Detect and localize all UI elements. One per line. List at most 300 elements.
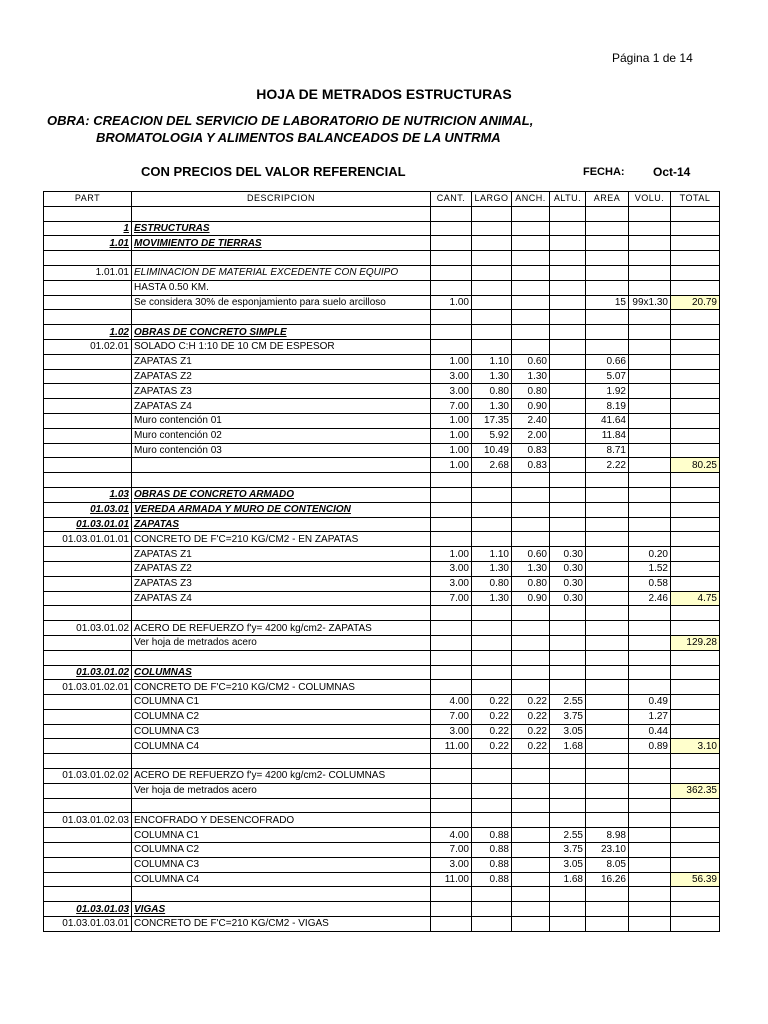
cell-altu — [550, 399, 586, 414]
cell-description — [132, 754, 431, 769]
cell-anch: 1.30 — [512, 561, 550, 576]
cell-altu — [550, 680, 586, 695]
cell-anch — [512, 872, 550, 887]
cell-cant — [431, 917, 472, 932]
cell-part — [44, 369, 132, 384]
cell-altu — [550, 236, 586, 251]
cell-cant — [431, 339, 472, 354]
section-heading-row — [44, 517, 720, 532]
cell-anch — [512, 798, 550, 813]
cell-area — [586, 221, 629, 236]
cell-cant — [431, 798, 472, 813]
cell-largo: 10.49 — [472, 443, 512, 458]
cell-volu: 0.89 — [629, 739, 671, 754]
cell-anch: 0.83 — [512, 443, 550, 458]
cell-description: ESTRUCTURAS — [132, 221, 431, 236]
cell-part — [44, 872, 132, 887]
cell-largo: 1.30 — [472, 369, 512, 384]
column-header: ANCH. — [512, 192, 550, 207]
cell-altu — [550, 280, 586, 295]
cell-volu — [629, 280, 671, 295]
cell-part — [44, 650, 132, 665]
cell-part — [44, 828, 132, 843]
table-row — [44, 280, 720, 295]
cell-largo — [472, 310, 512, 325]
cell-anch — [512, 843, 550, 858]
table-row — [44, 754, 720, 769]
cell-anch — [512, 265, 550, 280]
cell-total: 129.28 — [671, 635, 720, 650]
table-body — [44, 206, 720, 931]
cell-cant: 3.00 — [431, 576, 472, 591]
table-row — [44, 724, 720, 739]
cell-description: OBRAS DE CONCRETO SIMPLE — [132, 325, 431, 340]
cell-altu: 3.05 — [550, 724, 586, 739]
cell-cant — [431, 635, 472, 650]
cell-altu — [550, 325, 586, 340]
cell-area — [586, 576, 629, 591]
table-row — [44, 561, 720, 576]
cell-largo — [472, 280, 512, 295]
cell-part — [44, 606, 132, 621]
cell-anch — [512, 828, 550, 843]
cell-largo: 1.30 — [472, 399, 512, 414]
cell-part — [44, 458, 132, 473]
cell-altu — [550, 917, 586, 932]
cell-anch — [512, 902, 550, 917]
cell-description: OBRAS DE CONCRETO ARMADO — [132, 487, 431, 502]
document-title: HOJA DE METRADOS ESTRUCTURAS — [256, 86, 512, 102]
table-header-row — [44, 192, 720, 207]
cell-volu — [629, 606, 671, 621]
cell-volu — [629, 369, 671, 384]
cell-part — [44, 739, 132, 754]
cell-part — [44, 399, 132, 414]
cell-largo: 5.92 — [472, 428, 512, 443]
cell-volu — [629, 221, 671, 236]
table-row — [44, 384, 720, 399]
cell-total: 20.79 — [671, 295, 720, 310]
cell-largo — [472, 917, 512, 932]
cell-area: 11.84 — [586, 428, 629, 443]
cell-part — [44, 428, 132, 443]
cell-anch: 0.80 — [512, 576, 550, 591]
table-row — [44, 635, 720, 650]
table-row — [44, 843, 720, 858]
cell-volu — [629, 843, 671, 858]
table-row — [44, 251, 720, 266]
cell-anch: 0.90 — [512, 399, 550, 414]
cell-area — [586, 813, 629, 828]
table-row — [44, 857, 720, 872]
cell-volu — [629, 650, 671, 665]
cell-description: ZAPATAS Z3 — [132, 384, 431, 399]
cell-largo — [472, 769, 512, 784]
cell-cant — [431, 487, 472, 502]
section-heading-row — [44, 236, 720, 251]
cell-description — [132, 473, 431, 488]
cell-altu — [550, 813, 586, 828]
cell-cant: 7.00 — [431, 399, 472, 414]
column-header: TOTAL — [671, 192, 720, 207]
cell-anch: 0.80 — [512, 384, 550, 399]
table-row — [44, 769, 720, 784]
cell-anch: 0.60 — [512, 354, 550, 369]
cell-largo: 1.10 — [472, 354, 512, 369]
cell-total — [671, 399, 720, 414]
cell-total — [671, 650, 720, 665]
cell-area: 16.26 — [586, 872, 629, 887]
cell-largo: 1.30 — [472, 591, 512, 606]
cell-description: ZAPATAS Z4 — [132, 591, 431, 606]
cell-largo — [472, 650, 512, 665]
cell-area — [586, 695, 629, 710]
cell-cant — [431, 265, 472, 280]
cell-anch: 0.60 — [512, 547, 550, 562]
cell-area: 1.92 — [586, 384, 629, 399]
cell-volu — [629, 828, 671, 843]
cell-total: 56.39 — [671, 872, 720, 887]
cell-anch — [512, 236, 550, 251]
cell-volu — [629, 473, 671, 488]
cell-part: 01.03.01.02.01 — [44, 680, 132, 695]
cell-anch: 0.22 — [512, 695, 550, 710]
cell-largo: 1.10 — [472, 547, 512, 562]
cell-cant: 1.00 — [431, 443, 472, 458]
document-subtitle: CON PRECIOS DEL VALOR REFERENCIAL — [141, 164, 406, 179]
cell-description: HASTA 0.50 KM. — [132, 280, 431, 295]
cell-altu: 0.30 — [550, 591, 586, 606]
cell-largo — [472, 902, 512, 917]
cell-total — [671, 902, 720, 917]
table-row — [44, 695, 720, 710]
cell-total: 4.75 — [671, 591, 720, 606]
project-name-line-2: BROMATOLOGIA Y ALIMENTOS BALANCEADOS DE LA UNTRMA — [96, 130, 501, 145]
cell-largo — [472, 606, 512, 621]
cell-largo — [472, 783, 512, 798]
cell-description: ZAPATAS Z1 — [132, 354, 431, 369]
cell-anch — [512, 221, 550, 236]
cell-altu — [550, 887, 586, 902]
cell-description: ZAPATAS Z2 — [132, 369, 431, 384]
cell-total — [671, 280, 720, 295]
cell-area — [586, 280, 629, 295]
cell-description: COLUMNA C3 — [132, 724, 431, 739]
cell-anch — [512, 754, 550, 769]
cell-altu — [550, 517, 586, 532]
cell-description — [132, 251, 431, 266]
cell-volu — [629, 635, 671, 650]
cell-part — [44, 724, 132, 739]
cell-volu — [629, 251, 671, 266]
cell-area — [586, 487, 629, 502]
cell-cant — [431, 221, 472, 236]
cell-altu: 1.68 — [550, 739, 586, 754]
page-number: Página 1 de 14 — [612, 51, 693, 65]
cell-description: Se considera 30% de esponjamiento para suelo arcilloso — [132, 295, 431, 310]
cell-description: ACERO DE REFUERZO f'y= 4200 kg/cm2- COLUMNAS — [132, 769, 431, 784]
cell-largo: 0.22 — [472, 709, 512, 724]
cell-area — [586, 680, 629, 695]
column-header: ALTU. — [550, 192, 586, 207]
section-heading-row — [44, 902, 720, 917]
cell-area — [586, 783, 629, 798]
cell-area: 41.64 — [586, 413, 629, 428]
cell-total — [671, 680, 720, 695]
cell-part: 01.03.01.03.01 — [44, 917, 132, 932]
cell-volu: 0.20 — [629, 547, 671, 562]
cell-anch — [512, 680, 550, 695]
cell-altu — [550, 413, 586, 428]
cell-description: VIGAS — [132, 902, 431, 917]
cell-cant: 4.00 — [431, 695, 472, 710]
cell-cant: 3.00 — [431, 724, 472, 739]
cell-cant — [431, 887, 472, 902]
cell-anch — [512, 917, 550, 932]
cell-description: CONCRETO DE F'C=210 KG/CM2 - VIGAS — [132, 917, 431, 932]
cell-total — [671, 265, 720, 280]
cell-largo — [472, 473, 512, 488]
cell-area: 23.10 — [586, 843, 629, 858]
cell-cant: 3.00 — [431, 857, 472, 872]
cell-part — [44, 857, 132, 872]
cell-altu — [550, 902, 586, 917]
cell-total — [671, 695, 720, 710]
cell-volu — [629, 857, 671, 872]
cell-area — [586, 561, 629, 576]
cell-altu — [550, 532, 586, 547]
table-row — [44, 650, 720, 665]
cell-largo: 0.88 — [472, 828, 512, 843]
cell-total — [671, 665, 720, 680]
cell-altu — [550, 754, 586, 769]
cell-area — [586, 606, 629, 621]
cell-cant — [431, 310, 472, 325]
cell-anch — [512, 813, 550, 828]
cell-largo: 0.22 — [472, 695, 512, 710]
cell-part — [44, 783, 132, 798]
cell-description: ZAPATAS Z3 — [132, 576, 431, 591]
cell-part — [44, 798, 132, 813]
cell-cant — [431, 650, 472, 665]
cell-part — [44, 251, 132, 266]
cell-area — [586, 769, 629, 784]
cell-area — [586, 236, 629, 251]
cell-cant — [431, 280, 472, 295]
cell-altu — [550, 635, 586, 650]
cell-largo: 0.88 — [472, 843, 512, 858]
cell-total: 3.10 — [671, 739, 720, 754]
table-row — [44, 369, 720, 384]
cell-total — [671, 251, 720, 266]
cell-total — [671, 547, 720, 562]
cell-largo: 0.80 — [472, 384, 512, 399]
cell-area — [586, 739, 629, 754]
cell-total — [671, 621, 720, 636]
cell-largo: 1.30 — [472, 561, 512, 576]
cell-part — [44, 695, 132, 710]
cell-largo — [472, 754, 512, 769]
cell-area — [586, 621, 629, 636]
cell-volu: 0.49 — [629, 695, 671, 710]
table-row — [44, 783, 720, 798]
cell-anch: 0.83 — [512, 458, 550, 473]
cell-cant — [431, 621, 472, 636]
cell-volu — [629, 206, 671, 221]
cell-part — [44, 354, 132, 369]
cell-volu — [629, 902, 671, 917]
cell-total — [671, 857, 720, 872]
cell-altu — [550, 369, 586, 384]
column-header: PART — [44, 192, 132, 207]
cell-cant — [431, 532, 472, 547]
cell-area — [586, 650, 629, 665]
cell-cant: 3.00 — [431, 369, 472, 384]
cell-largo — [472, 532, 512, 547]
cell-anch — [512, 502, 550, 517]
cell-cant: 3.00 — [431, 384, 472, 399]
cell-volu — [629, 413, 671, 428]
cell-description: COLUMNA C4 — [132, 872, 431, 887]
cell-altu — [550, 665, 586, 680]
table-row — [44, 872, 720, 887]
cell-part — [44, 561, 132, 576]
cell-area — [586, 339, 629, 354]
cell-anch — [512, 280, 550, 295]
cell-altu — [550, 650, 586, 665]
cell-area — [586, 502, 629, 517]
cell-largo — [472, 339, 512, 354]
cell-area — [586, 635, 629, 650]
cell-description: COLUMNA C2 — [132, 709, 431, 724]
cell-altu: 1.68 — [550, 872, 586, 887]
cell-altu — [550, 310, 586, 325]
cell-cant — [431, 902, 472, 917]
cell-area — [586, 310, 629, 325]
cell-description — [132, 606, 431, 621]
cell-part: 1.02 — [44, 325, 132, 340]
cell-altu: 0.30 — [550, 547, 586, 562]
cell-cant: 1.00 — [431, 428, 472, 443]
table-row — [44, 458, 720, 473]
cell-description — [132, 887, 431, 902]
table-row — [44, 428, 720, 443]
cell-cant: 7.00 — [431, 591, 472, 606]
cell-volu — [629, 325, 671, 340]
cell-cant: 7.00 — [431, 709, 472, 724]
cell-altu: 0.30 — [550, 576, 586, 591]
cell-total — [671, 502, 720, 517]
cell-volu — [629, 265, 671, 280]
table-row — [44, 576, 720, 591]
table-row — [44, 265, 720, 280]
cell-largo — [472, 221, 512, 236]
cell-largo — [472, 502, 512, 517]
cell-altu: 3.75 — [550, 843, 586, 858]
cell-anch — [512, 325, 550, 340]
cell-cant: 3.00 — [431, 561, 472, 576]
cell-area: 0.66 — [586, 354, 629, 369]
table-row — [44, 354, 720, 369]
cell-total — [671, 813, 720, 828]
cell-anch — [512, 769, 550, 784]
table-row — [44, 310, 720, 325]
cell-total — [671, 325, 720, 340]
cell-volu — [629, 428, 671, 443]
table-row — [44, 813, 720, 828]
cell-altu — [550, 798, 586, 813]
cell-description: ENCOFRADO Y DESENCOFRADO — [132, 813, 431, 828]
section-heading-row — [44, 325, 720, 340]
cell-anch — [512, 857, 550, 872]
cell-area: 15 — [586, 295, 629, 310]
project-name-line-1: OBRA: CREACION DEL SERVICIO DE LABORATORIO DE NUTRICION ANIMAL, — [47, 113, 534, 128]
cell-volu — [629, 783, 671, 798]
cell-altu — [550, 783, 586, 798]
cell-total — [671, 843, 720, 858]
cell-area — [586, 325, 629, 340]
cell-volu — [629, 887, 671, 902]
cell-volu — [629, 517, 671, 532]
cell-cant: 1.00 — [431, 413, 472, 428]
cell-cant — [431, 236, 472, 251]
cell-description: COLUMNAS — [132, 665, 431, 680]
cell-total — [671, 473, 720, 488]
cell-total — [671, 561, 720, 576]
cell-cant — [431, 783, 472, 798]
cell-volu — [629, 621, 671, 636]
cell-part — [44, 547, 132, 562]
cell-volu — [629, 384, 671, 399]
cell-part — [44, 310, 132, 325]
cell-cant: 1.00 — [431, 295, 472, 310]
cell-total — [671, 724, 720, 739]
cell-cant — [431, 813, 472, 828]
cell-anch: 0.90 — [512, 591, 550, 606]
cell-description: Ver hoja de metrados acero — [132, 783, 431, 798]
cell-cant — [431, 502, 472, 517]
cell-total: 362.35 — [671, 783, 720, 798]
date-value: Oct-14 — [653, 165, 691, 179]
column-header: AREA — [586, 192, 629, 207]
cell-altu — [550, 473, 586, 488]
cell-anch — [512, 665, 550, 680]
cell-anch — [512, 650, 550, 665]
cell-cant — [431, 517, 472, 532]
cell-largo — [472, 325, 512, 340]
cell-largo — [472, 813, 512, 828]
cell-total — [671, 769, 720, 784]
cell-total — [671, 606, 720, 621]
cell-total — [671, 206, 720, 221]
cell-largo — [472, 487, 512, 502]
cell-area — [586, 532, 629, 547]
cell-area — [586, 206, 629, 221]
cell-volu — [629, 665, 671, 680]
cell-volu — [629, 443, 671, 458]
cell-volu — [629, 813, 671, 828]
cell-largo — [472, 265, 512, 280]
cell-description: COLUMNA C2 — [132, 843, 431, 858]
cell-part — [44, 280, 132, 295]
cell-part — [44, 413, 132, 428]
cell-altu — [550, 621, 586, 636]
cell-total — [671, 917, 720, 932]
cell-anch — [512, 517, 550, 532]
cell-total — [671, 828, 720, 843]
cell-altu — [550, 354, 586, 369]
cell-part: 1.03 — [44, 487, 132, 502]
